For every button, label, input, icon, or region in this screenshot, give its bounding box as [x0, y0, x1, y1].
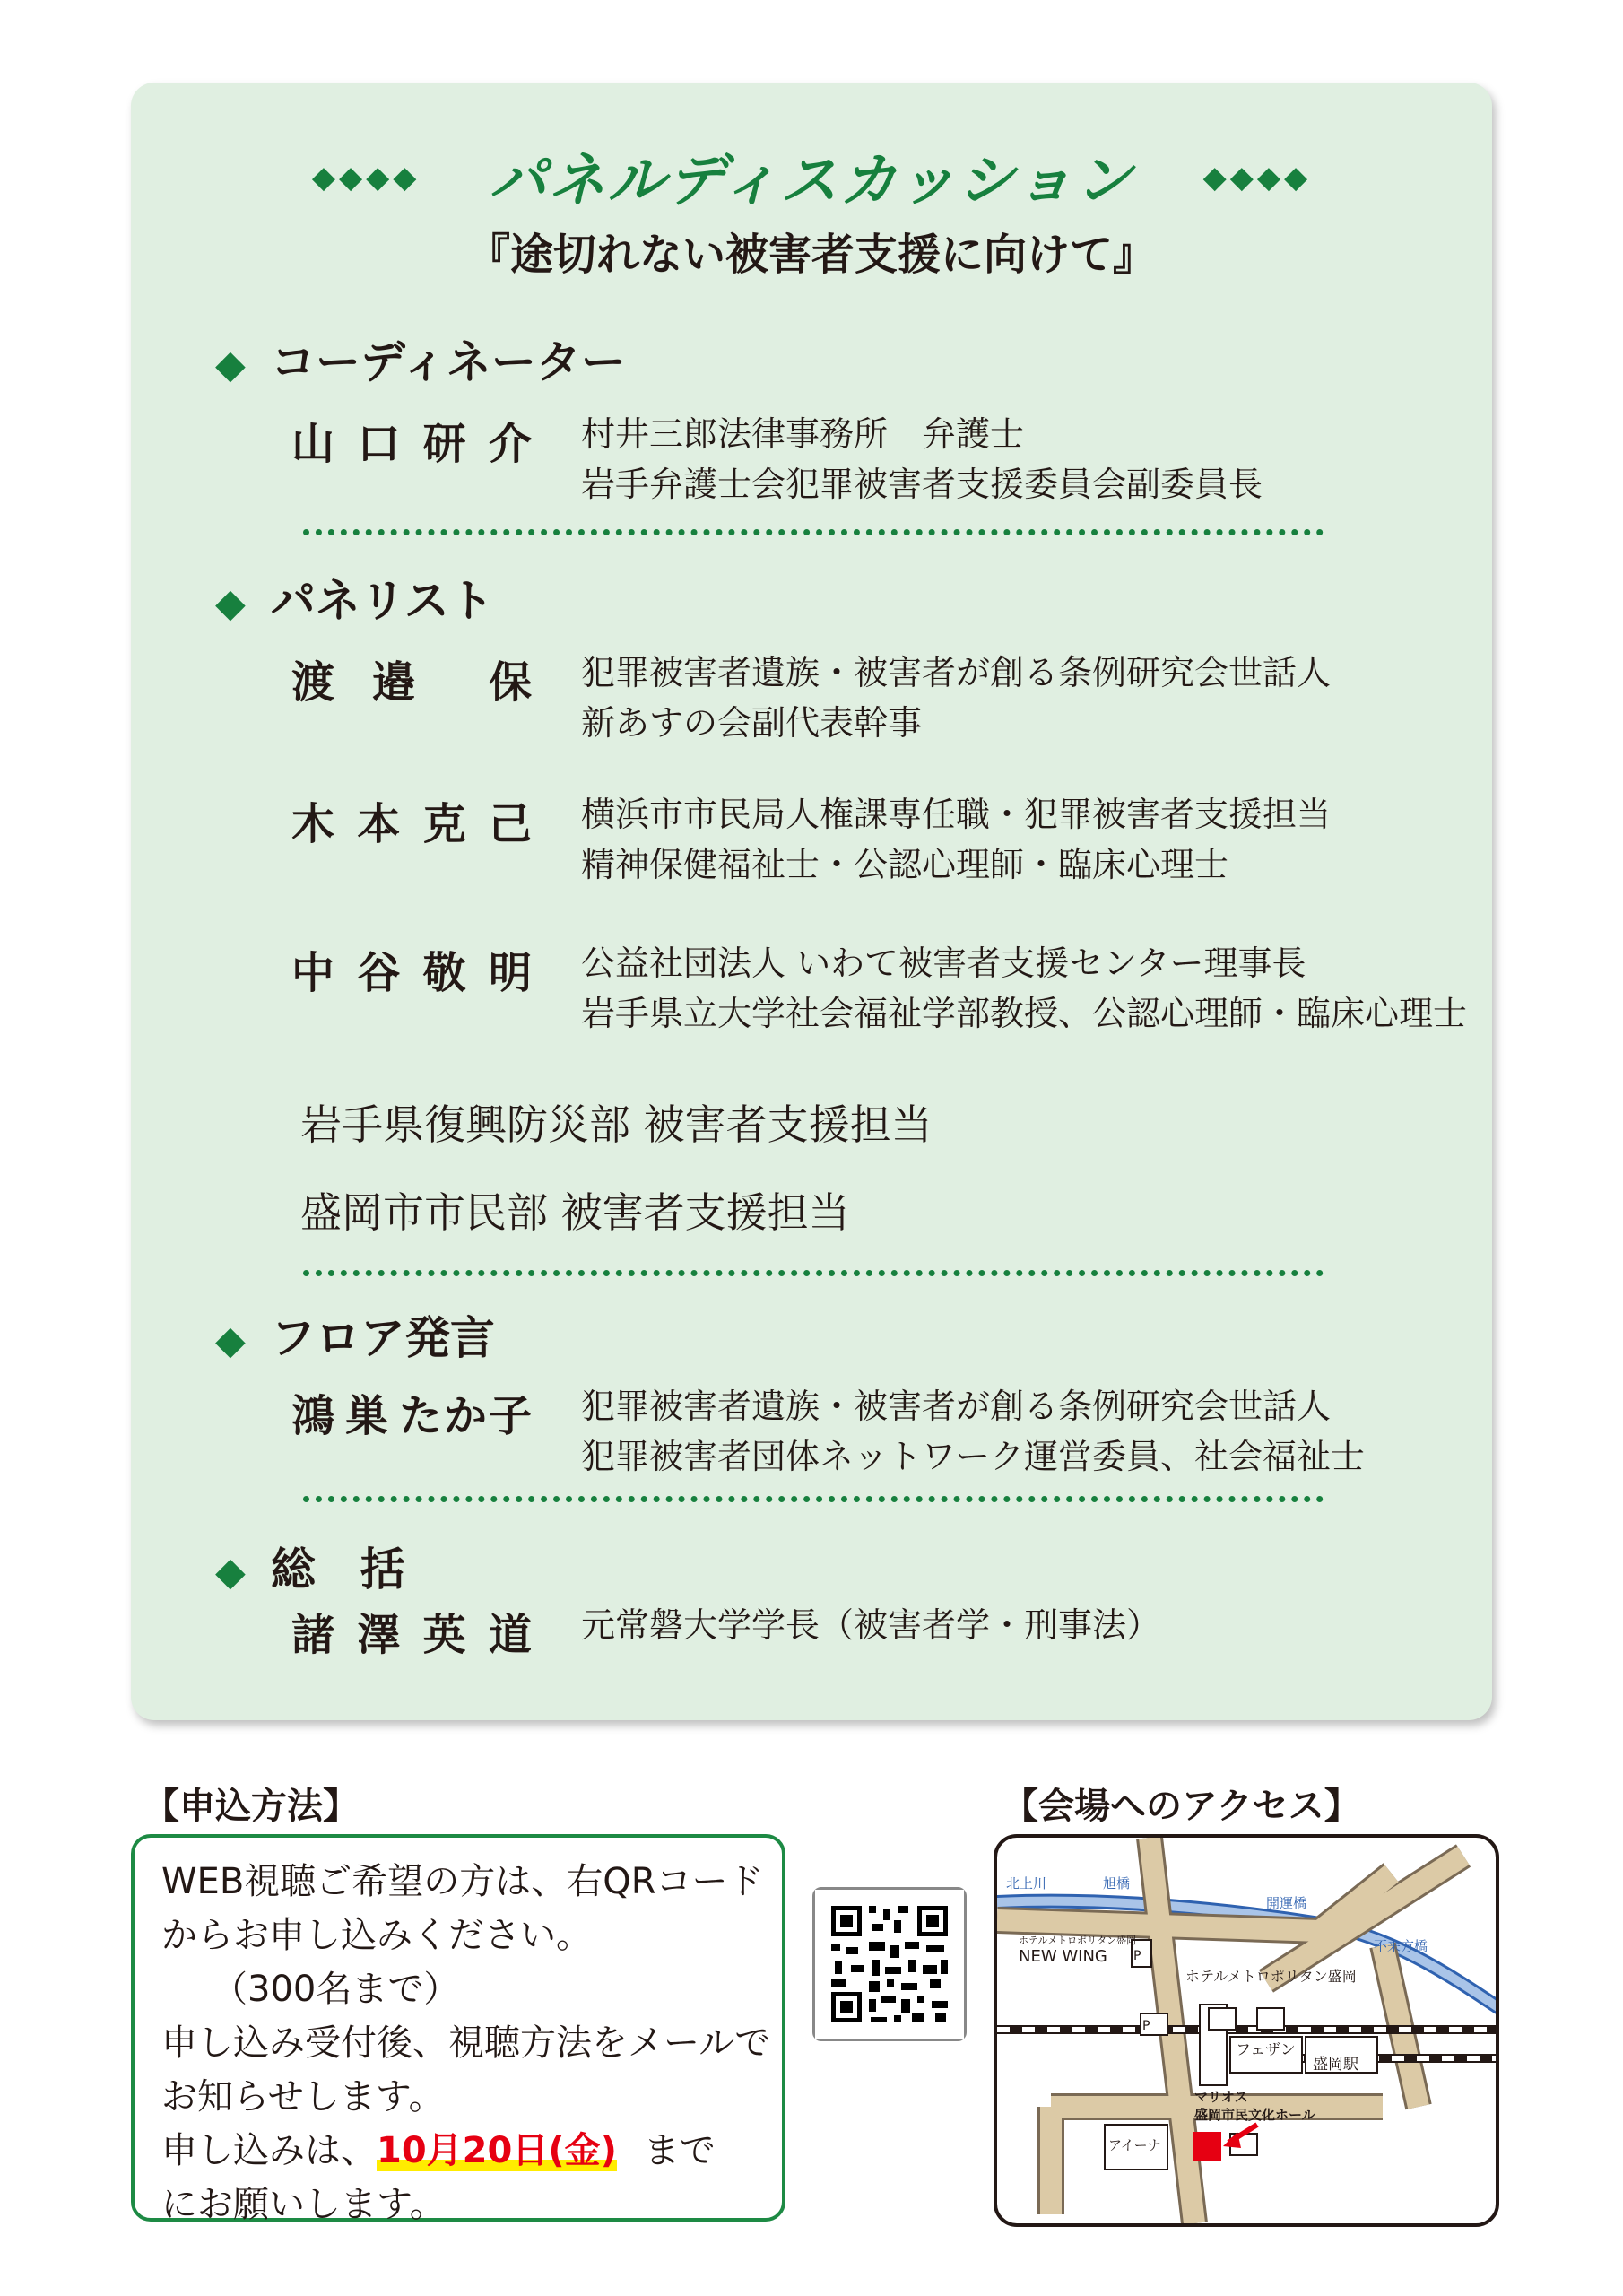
apply-text: WEB視聴ご希望の方は、右QRコード からお申し込みください。 （300名まで） 申し込み受付後、視聴方法をメールで お知らせします。 申し込みは、10月20日(金) まで にお願いします。	[161, 1861, 771, 2225]
map-label-station: 盛岡駅	[1313, 2056, 1358, 2074]
access-map	[994, 1834, 1499, 2227]
panelist-org: 岩手県復興防災部 被害者支援担当	[300, 1100, 933, 1149]
person-name: 山 口 研 介	[291, 419, 534, 469]
map-label-bridge: 旭橋	[1103, 1875, 1131, 1892]
diamond-icon: ◆	[215, 1318, 246, 1363]
map-label-hotel: ホテルメトロポリタン盛岡	[1019, 1935, 1137, 1946]
person-role: 横浜市市民局人権課専任職・犯罪被害者支援担当 精神保健福祉士・公認心理師・臨床心理士	[581, 795, 1332, 884]
person-name: 諸 澤 英 道	[291, 1610, 534, 1660]
apply-label: 【申込方法】	[143, 1786, 359, 1827]
diamond-icon: ◆	[215, 1549, 246, 1595]
dotted-divider	[303, 1496, 1324, 1502]
map-graphic	[997, 1838, 1496, 2223]
diamond-icons-left: ◆◆◆◆	[311, 160, 421, 196]
dotted-divider	[303, 529, 1324, 535]
person-role: 村井三郎法律事務所 弁護士 岩手弁護士会犯罪被害者支援委員会副委員長	[581, 414, 1263, 504]
panel-subtitle: 『途切れない被害者支援に向けて』	[466, 230, 1156, 280]
map-label-river: 北上川	[1006, 1875, 1047, 1892]
parking-icon: P	[1133, 1949, 1141, 1963]
person-name: 渡 邉 保	[291, 657, 534, 708]
person-role: 元常磐大学学長（被害者学・刑事法）	[581, 1605, 1161, 1645]
map-label-venue: 盛岡市民文化ホール	[1194, 2107, 1315, 2123]
diamond-icon: ◆	[215, 342, 246, 387]
map-label-bridge: 開運橋	[1266, 1895, 1307, 1911]
person-name: 木 本 克 己	[291, 799, 534, 849]
section-heading: 総 括	[270, 1544, 405, 1596]
section-heading: フロア発言	[270, 1312, 495, 1364]
panelist-org: 盛岡市市民部 被害者支援担当	[300, 1188, 850, 1237]
qr-code-frame[interactable]	[812, 1887, 967, 2041]
section-heading: パネリスト	[270, 575, 494, 627]
section-panelists	[215, 565, 494, 630]
deadline: 10月20日(金)	[377, 2130, 617, 2171]
diamond-icons-right: ◆◆◆◆	[1202, 160, 1312, 196]
section-summary	[215, 1534, 405, 1598]
person-role: 公益社団法人 いわて被害者支援センター理事長 岩手県立大学社会福祉学部教授、公認心理師・臨床心理士	[581, 944, 1468, 1033]
qr-code-icon[interactable]	[815, 1890, 964, 2039]
map-label-venue: マリオス	[1194, 2089, 1248, 2105]
panel-title: パネルディスカッション	[489, 148, 1134, 214]
panel-header	[0, 135, 1623, 217]
map-label-fezan: フェザン	[1236, 2041, 1296, 2059]
venue-marker-icon	[1193, 2132, 1221, 2161]
dotted-divider	[303, 1270, 1324, 1276]
map-label-hotel: ホテルメトロポリタン盛岡	[1185, 1968, 1357, 1985]
parking-icon: P	[1142, 2019, 1150, 2033]
person-name: 鴻 巣 たか子	[291, 1391, 534, 1441]
section-coordinator	[215, 326, 626, 391]
diamond-icon: ◆	[215, 580, 246, 626]
person-name: 中 谷 敬 明	[291, 948, 534, 998]
person-role: 犯罪被害者遺族・被害者が創る条例研究会世話人 犯罪被害者団体ネットワーク運営委員、社会福祉士	[581, 1387, 1366, 1476]
map-label-bridge: 不来方橋	[1374, 1938, 1428, 1954]
access-label: 【会場へのアクセス】	[1002, 1786, 1360, 1827]
map-label-aina: アイーナ	[1108, 2137, 1161, 2153]
section-heading: コーディネーター	[270, 336, 626, 388]
map-label-hotel: NEW WING	[1019, 1947, 1107, 1966]
person-role: 犯罪被害者遺族・被害者が創る条例研究会世話人 新あすの会副代表幹事	[581, 653, 1332, 743]
section-floor	[215, 1302, 495, 1367]
